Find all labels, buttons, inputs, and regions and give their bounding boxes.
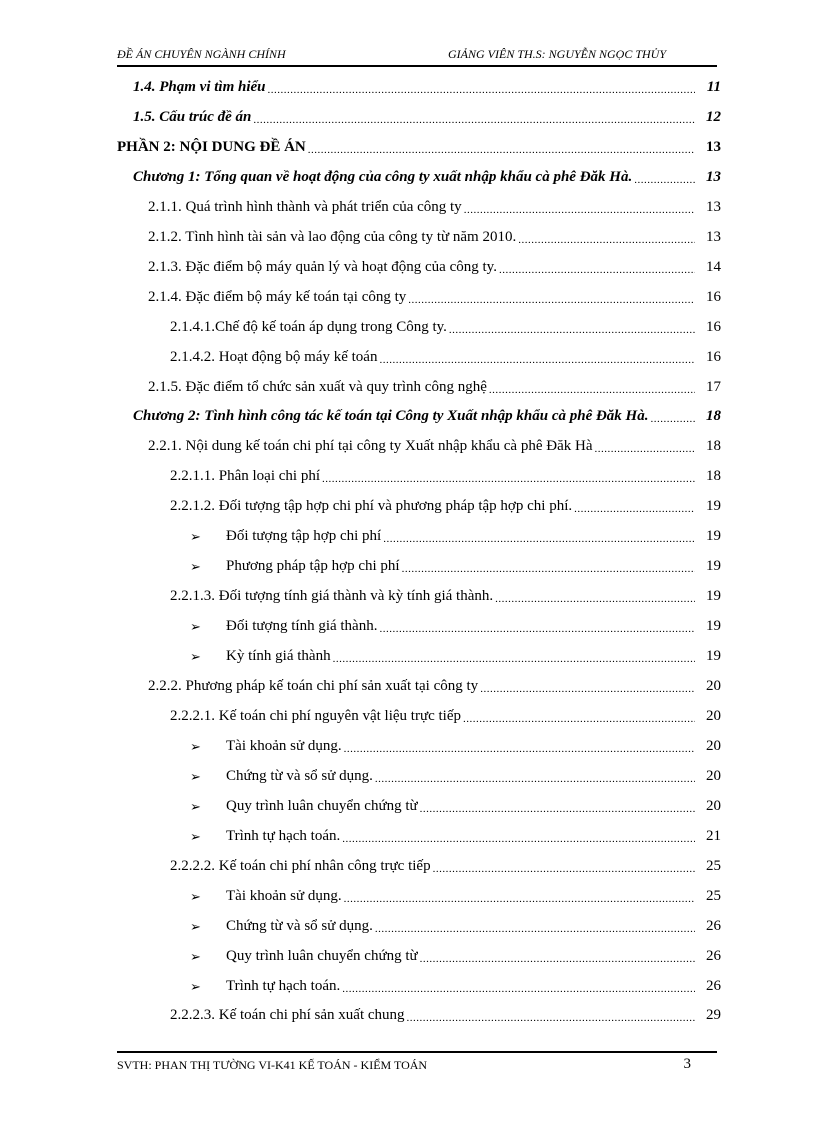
bullet-arrow-icon: ➢ <box>190 799 201 814</box>
toc-entry <box>190 823 721 845</box>
toc-entry <box>170 853 721 875</box>
toc-entry <box>133 403 721 425</box>
toc-entry <box>170 1002 721 1024</box>
toc-entry-page: 25 <box>706 858 721 874</box>
dot-leader <box>322 473 695 485</box>
toc-entry <box>148 433 721 455</box>
page-number: 3 <box>683 1056 691 1072</box>
toc-entry-page: 13 <box>706 169 721 185</box>
dot-leader <box>408 294 695 306</box>
dot-leader <box>253 114 695 126</box>
toc-entry <box>190 793 721 815</box>
toc-entry <box>190 553 721 575</box>
toc-entry-page: 26 <box>706 948 721 964</box>
dot-leader <box>594 443 695 455</box>
toc-entry-page: 20 <box>706 738 721 754</box>
dot-leader <box>420 953 695 965</box>
dot-leader <box>379 623 695 635</box>
dot-leader <box>449 324 695 336</box>
dot-leader <box>420 803 695 815</box>
bullet-arrow-icon: ➢ <box>190 529 201 544</box>
page-header <box>117 47 717 67</box>
toc-entry-label: 2.1.4.1.Chế độ kế toán áp dụng trong Công ty. <box>170 319 447 335</box>
dot-leader <box>499 264 695 276</box>
toc-entry <box>190 643 721 665</box>
toc-entry-label: Quy trình luân chuyển chứng từ <box>226 948 418 964</box>
bullet-arrow-icon: ➢ <box>190 979 201 994</box>
toc-entry-label: 2.1.4.2. Hoạt động bộ máy kế toán <box>170 349 378 365</box>
toc-entry-page: 14 <box>706 259 721 275</box>
toc-entry-label: 2.2.2. Phương pháp kế toán chi phí sản xuất tại công ty <box>148 678 479 694</box>
toc-entry-page: 17 <box>706 379 721 395</box>
bullet-arrow-icon: ➢ <box>190 559 201 574</box>
toc-entry-page: 26 <box>706 918 721 934</box>
dot-leader <box>574 503 695 515</box>
toc-entry-label: Kỳ tính giá thành <box>226 648 331 664</box>
toc-entry <box>190 883 721 905</box>
dot-leader <box>344 893 695 905</box>
bullet-arrow-icon: ➢ <box>190 829 201 844</box>
toc-entry-page: 19 <box>706 648 721 664</box>
header-instructor: GIẢNG VIÊN TH.S: NGUYỄN NGỌC THỦY <box>448 47 667 61</box>
bullet-arrow-icon: ➢ <box>190 949 201 964</box>
toc-entry-page: 26 <box>706 978 721 994</box>
toc-entry-label: Chương 1: Tổng quan về hoạt động của công ty xuất nhập khẩu cà phê Đăk Hà. <box>133 169 633 185</box>
dot-leader <box>650 413 695 425</box>
toc-entry <box>148 254 721 276</box>
toc-entry-label: Trình tự hạch toán. <box>226 828 341 844</box>
toc-entry-label: 2.1.3. Đặc điểm bộ máy quản lý và hoạt động của công ty. <box>148 259 497 275</box>
dot-leader <box>308 144 695 156</box>
toc-entry <box>190 943 721 965</box>
toc-entry-label: 2.1.5. Đặc điểm tổ chức sản xuất và quy trình công nghệ <box>148 379 487 395</box>
toc-entry <box>133 74 721 96</box>
toc-entry-page: 11 <box>706 79 721 95</box>
toc-entry-label: 2.2.2.2. Kế toán chi phí nhân công trực tiếp <box>170 858 431 874</box>
toc-entry-label: Phương pháp tập hợp chi phí <box>226 558 400 574</box>
toc-entry <box>190 973 721 995</box>
toc-entry-page: 19 <box>706 558 721 574</box>
toc-entry-page: 19 <box>706 618 721 634</box>
toc-entry <box>170 493 721 515</box>
toc-entry-label: 2.2.2.3. Kế toán chi phí sản xuất chung <box>170 1007 405 1023</box>
footer-divider <box>117 1051 717 1053</box>
dot-leader <box>402 563 695 575</box>
bullet-arrow-icon: ➢ <box>190 769 201 784</box>
dot-leader <box>375 773 695 785</box>
dot-leader <box>375 923 695 935</box>
bullet-arrow-icon: ➢ <box>190 919 201 934</box>
toc-entry-page: 12 <box>706 109 721 125</box>
dot-leader <box>342 833 695 845</box>
toc-entry-label: Tài khoản sử dụng. <box>226 738 342 754</box>
dot-leader <box>407 1012 695 1024</box>
toc-entry-label: 2.2.1.2. Đối tượng tập hợp chi phí và phương pháp tập hợp chi phí. <box>170 498 573 514</box>
toc-entry-label: 2.2.1.3. Đối tượng tính giá thành và kỳ tính giá thành. <box>170 588 494 604</box>
toc-entry-page: 18 <box>706 408 721 424</box>
toc-entry <box>170 314 721 336</box>
toc-entry-page: 21 <box>706 828 721 844</box>
dot-leader <box>463 713 695 725</box>
dot-leader <box>333 653 695 665</box>
dot-leader <box>518 234 695 246</box>
toc-entry-label: 2.1.2. Tình hình tài sản và lao động của công ty từ năm 2010. <box>148 229 517 245</box>
bullet-arrow-icon: ➢ <box>190 739 201 754</box>
toc-entry-page: 13 <box>706 139 721 155</box>
dot-leader <box>344 743 695 755</box>
dot-leader <box>480 683 695 695</box>
header-course-title: ĐỀ ÁN CHUYÊN NGÀNH CHÍNH <box>117 47 286 61</box>
footer-student-info: SVTH: PHAN THỊ TƯỜNG VI-K41 KẾ TOÁN - KIỂM TOÁN <box>117 1058 428 1072</box>
toc-entry-page: 20 <box>706 678 721 694</box>
toc-entry <box>190 913 721 935</box>
bullet-arrow-icon: ➢ <box>190 649 201 664</box>
toc-entry-page: 19 <box>706 498 721 514</box>
toc-entry-label: 2.2.1. Nội dung kế toán chi phí tại công ty Xuất nhập khẩu cà phê Đăk Hà <box>148 438 593 454</box>
toc-entry-page: 16 <box>706 319 721 335</box>
toc-entry-page: 19 <box>706 528 721 544</box>
dot-leader <box>495 593 695 605</box>
toc-entry <box>148 224 721 246</box>
toc-entry-label: PHẦN 2: NỘI DUNG ĐỀ ÁN <box>117 139 306 155</box>
toc-entry <box>148 374 721 396</box>
toc-entry <box>170 344 721 366</box>
toc-entry-label: 2.1.1. Quá trình hình thành và phát triển của công ty <box>148 199 462 215</box>
toc-entry-label: 1.4. Phạm vi tìm hiểu <box>133 79 266 95</box>
toc-entry <box>148 284 721 306</box>
toc-entry-page: 16 <box>706 349 721 365</box>
toc-entry-label: 2.2.1.1. Phân loại chi phí <box>170 468 320 484</box>
toc-entry-page: 18 <box>706 468 721 484</box>
toc-entry-page: 25 <box>706 888 721 904</box>
toc-entry <box>190 763 721 785</box>
toc-entry <box>190 523 721 545</box>
toc-entry-label: 2.1.4. Đặc điểm bộ máy kế toán tại công ty <box>148 289 407 305</box>
toc-entry-page: 20 <box>706 798 721 814</box>
header-divider <box>117 65 717 67</box>
toc-entry-page: 18 <box>706 438 721 454</box>
toc-entry <box>190 613 721 635</box>
toc-entry-label: Tài khoản sử dụng. <box>226 888 342 904</box>
toc-entry-page: 16 <box>706 289 721 305</box>
toc-entry-page: 29 <box>706 1007 721 1023</box>
toc-entry-label: 1.5. Cấu trúc đề án <box>133 109 252 125</box>
toc-entry <box>170 703 721 725</box>
toc-entry <box>170 463 721 485</box>
toc-entry <box>133 104 721 126</box>
toc-entry-page: 13 <box>706 199 721 215</box>
dot-leader <box>464 204 695 216</box>
toc-entry <box>148 673 721 695</box>
toc-entry <box>133 164 721 186</box>
toc-entry <box>148 194 721 216</box>
toc-entry-page: 13 <box>706 229 721 245</box>
toc-entry-page: 20 <box>706 768 721 784</box>
dot-leader <box>634 174 695 186</box>
toc-entry <box>170 583 721 605</box>
dot-leader <box>383 533 695 545</box>
bullet-arrow-icon: ➢ <box>190 889 201 904</box>
toc-entry <box>117 134 721 156</box>
dot-leader <box>268 84 695 96</box>
toc-entry-label: Quy trình luân chuyển chứng từ <box>226 798 418 814</box>
dot-leader <box>379 354 695 366</box>
toc-entry-page: 19 <box>706 588 721 604</box>
toc-entry <box>190 733 721 755</box>
toc-entry-page: 20 <box>706 708 721 724</box>
toc-entry-label: Đối tượng tập hợp chi phí <box>226 528 382 544</box>
toc-entry-label: Trình tự hạch toán. <box>226 978 341 994</box>
toc-entry-label: Chứng từ và sổ sử dụng. <box>226 768 373 784</box>
toc-entry-label: Đối tượng tính giá thành. <box>226 618 378 634</box>
dot-leader <box>433 863 695 875</box>
toc-entry-label: Chứng từ và sổ sử dụng. <box>226 918 373 934</box>
toc-entry-label: Chương 2: Tình hình công tác kế toán tại Công ty Xuất nhập khẩu cà phê Đăk Hà. <box>133 408 649 424</box>
dot-leader <box>342 983 695 995</box>
toc-entry-label: 2.2.2.1. Kế toán chi phí nguyên vật liệu trực tiếp <box>170 708 461 724</box>
bullet-arrow-icon: ➢ <box>190 619 201 634</box>
dot-leader <box>489 384 695 396</box>
